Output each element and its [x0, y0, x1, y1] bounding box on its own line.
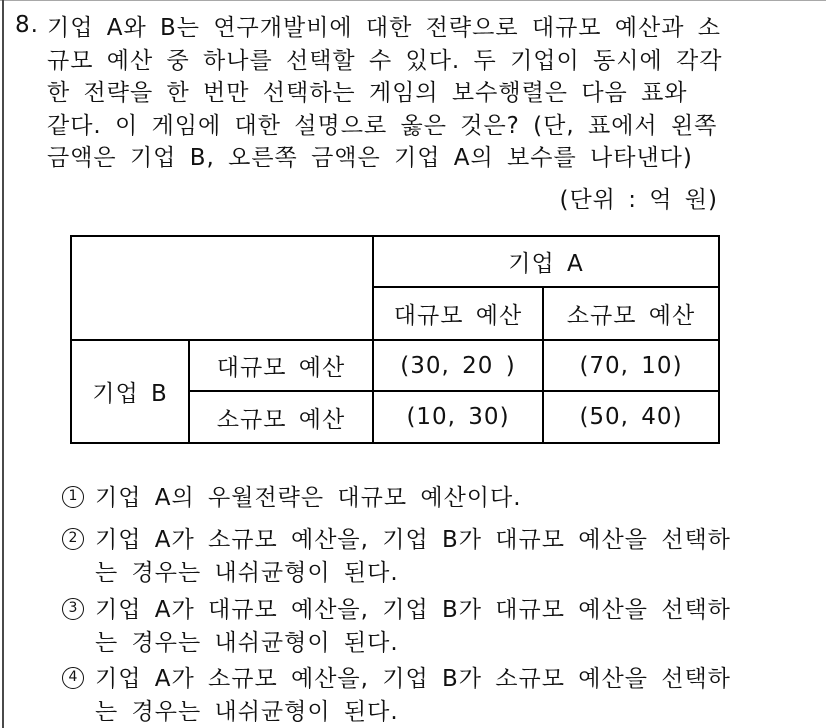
question-line: 기업 A와 B는 연구개발비에 대한 전략으로 대규모 예산과 소 [47, 15, 722, 41]
option-line: 기업 A가 소규모 예산을, 기업 B가 소규모 예산을 선택하 [95, 666, 731, 692]
row-header-small-budget: 소규모 예산 [189, 391, 373, 443]
option-number-circle: 2 [62, 528, 84, 550]
option-number-circle: 4 [62, 667, 84, 689]
answer-option-3 [62, 594, 731, 660]
question-text [47, 12, 722, 175]
answer-option-2 [62, 524, 731, 590]
option-line: 는 경우는 내쉬균형이 된다. [95, 560, 399, 586]
company-b-group-header: 기업 B [71, 340, 189, 443]
question-line: 한 전략을 한 번만 선택하는 게임의 보수행렬은 다음 표와 [47, 80, 688, 106]
column-divider-rule [2, 0, 4, 728]
payoff-cell-r1c0: (10, 30) [373, 391, 543, 443]
row-header-large-budget: 대규모 예산 [189, 340, 373, 391]
unit-label: (단위 : 억 원) [559, 187, 718, 213]
question-line: 같다. 이 게임에 대한 설명으로 옳은 것은? (단, 표에서 왼쪽 [47, 112, 718, 139]
option-line: 기업 A가 대규모 예산을, 기업 B가 대규모 예산을 선택하 [95, 597, 731, 623]
col-header-small-budget: 소규모 예산 [543, 287, 719, 340]
option-line: 기업 A가 소규모 예산을, 기업 B가 대규모 예산을 선택하 [95, 527, 731, 553]
company-a-group-header: 기업 A [373, 236, 719, 287]
payoff-cell-r0c0: (30, 20 ) [373, 340, 543, 391]
col-header-large-budget: 대규모 예산 [373, 287, 543, 340]
option-line: 는 경우는 내쉬균형이 된다. [95, 630, 399, 656]
question-line: 규모 예산 중 하나를 선택할 수 있다. 두 기업이 동시에 각각 [47, 47, 723, 74]
answer-option-1 [62, 482, 522, 515]
page-top-rule [0, 0, 826, 1]
option-number-circle: 1 [62, 486, 84, 508]
payoff-cell-r1c1: (50, 40) [543, 391, 719, 443]
option-line: 기업 A의 우월전략은 대규모 예산이다. [95, 485, 522, 511]
payoff-matrix-table [70, 235, 720, 444]
answer-option-4 [62, 663, 731, 728]
question-number: 8. [15, 12, 39, 38]
payoff-cell-r0c1: (70, 10) [543, 340, 719, 391]
table-corner-cell [71, 236, 373, 340]
option-line: 는 경우는 내쉬균형이 된다. [95, 699, 399, 725]
question-line: 금액은 기업 B, 오른쪽 금액은 기업 A의 보수를 나타낸다) [47, 145, 693, 171]
option-number-circle: 3 [62, 598, 84, 620]
